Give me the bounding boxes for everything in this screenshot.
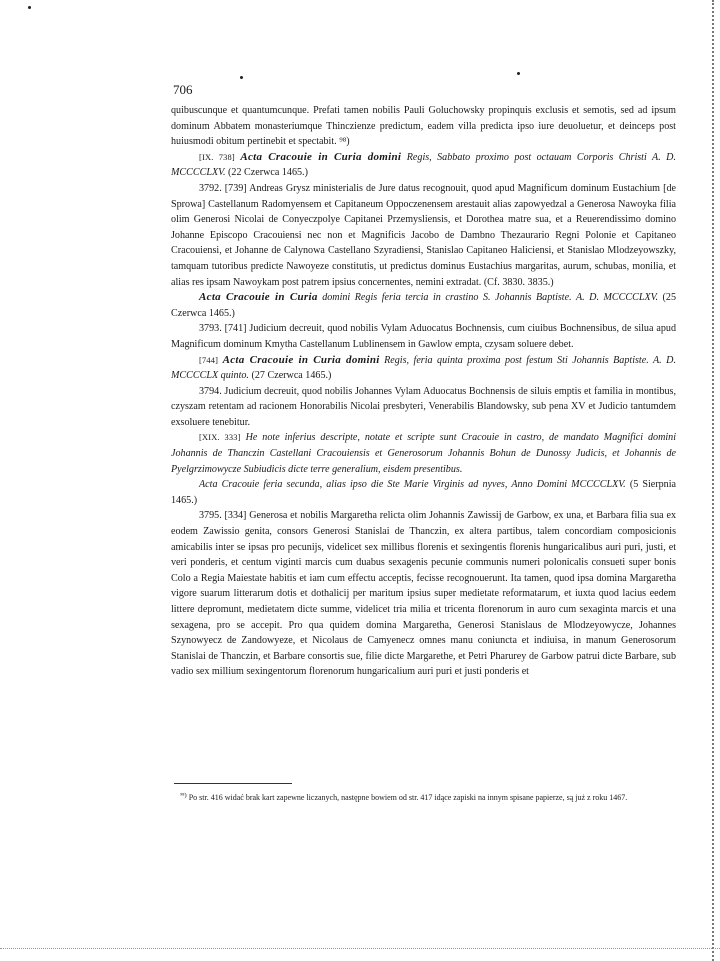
footnote-mark: ⁹⁸) xyxy=(180,792,187,799)
heading-date-polish: (22 Czerwca 1465.) xyxy=(228,167,308,179)
heading-date-polish: (27 Czerwca 1465.) xyxy=(251,370,332,382)
session-heading xyxy=(171,353,676,384)
paragraph-text: quibuscunque et quantumcunque. Prefati tamen nobilis Pauli Goluchowsky propinquis exclusis et semotis, sed ad ipsum dominum Abbatem monasteriumque Thinczienze predictum, eadem villa predicta ipso iure deuoluetur, et deinceps post huiusmodi obitum pertinebit et spectabit. ⁹⁸) xyxy=(171,105,676,148)
page-number: 706 xyxy=(173,82,193,97)
footnote-text: Po str. 416 widać brak kart zapewne liczanych, następne bowiem od str. 417 idące zapiski na innym spisane papierze, są już z roku 1467. xyxy=(188,793,628,802)
heading-date-latin: Regis, Sabbato proximo post octauam Corporis Christi A. D. MCCCCLXV. xyxy=(171,151,676,179)
heading-title: Acta Cracouie in Curia domini xyxy=(240,150,402,163)
entry-3794 xyxy=(171,384,676,431)
source-reference: [IX. 738] xyxy=(199,152,235,162)
page-edge-bottom xyxy=(0,948,720,949)
note-text: He note inferius descripte, notate et scripte sunt Cracouie in castro, de mandato Magnifici domini Johannis de Thanczin Castellani Cracouiensis et Generosorum Johannis Bohun de Dunossy Judicis, et Johannis de Pyelgrzimowycze Subiudicis dicte terre generalium, eisdem presentibus. xyxy=(171,432,677,475)
page-edge-right xyxy=(712,0,714,961)
paragraph-text: 3792. [739] Andreas Grysz ministerialis de Jure datus recognouit, quod apud Magnificum dominum Eustachium [de Sprowa] Castellanum Radomyensem et Capitaneum Oppoczenensem arestauit alias zapowyedzal a Generosa Nawoyka filia olim Generosi Nicolai de Conyeczpolye Capitanei Przemysliensis, et Dorothea matre sua, et a Reuerendissimo domino Johanne Episcopo Cracouiensi nec non et Magnificis Jacobo de Dambno Thezaurario Regni Polonie et Capitaneo Cracouiensi, et Johanne de Calynowa Castellano Szyradiensi, Stanislao Capitaneo Haliciensi, et Stanislao Mlodzeyowszky, tamquam tutoribus predicte Nawoyeze constitutis, ut predictus dominus Eustachius margaritas, aurum, schubas, monilia, et alias res ipsam Nawoykam post patrem ipsius concernentes, nemini extradat. (Cf. 3830. 3835.) xyxy=(171,182,676,288)
entry-3795 xyxy=(171,508,676,680)
heading-title: Acta Cracouie in Curia domini xyxy=(222,353,380,366)
footnote-divider xyxy=(174,783,292,784)
note-heading xyxy=(171,430,676,477)
heading-date-latin: Acta Cracouie feria secunda, alias ipso die Ste Marie Virginis ad nyves, Anno Domini MCCCCLXV. xyxy=(199,479,626,491)
document-body xyxy=(171,103,676,680)
source-reference: [744] xyxy=(199,355,219,365)
heading-title: Acta Cracouie in Curia xyxy=(199,291,318,304)
heading-date-latin: domini Regis feria tercia in crastino S. Johannis Baptiste. A. D. MCCCCLXV. xyxy=(322,292,659,304)
session-heading xyxy=(171,477,676,508)
paragraph-text: 3794. Judicium decreuit, quod nobilis Johannes Vylam Aduocatus Bochnensis de siluis emptis et familia in montibus, czyszam retentam ad racionem Honorabilis Nicolai presbyteri, Venerabilis Blandowsky, sub pena XV et Judicio tantumdem exsoluere tenebitur. xyxy=(171,385,676,428)
entry-3793 xyxy=(171,321,676,352)
paragraph-text: 3793. [741] Judicium decreuit, quod nobilis Vylam Aduocatus Bochnensis, cum ciuibus Bochnensibus, de silua apud Magnificum dominum Kmytha Castellanum Lublinensem in Gawlow empta, czysam soluere debet. xyxy=(171,323,676,350)
paragraph-text: 3795. [334] Generosa et nobilis Margaretha relicta olim Johannis Zawissij de Garbow, ex una, et Barbara filia sua ex eodem Zawissio genita, consors Generosi Stanislai de Thanczin, ex altera partibus, talem concordiam composicionis amicabilis inter se ipsas pro pecunijs, videlicet sex millibus florenis et sexingentis florenis hungaricalibus auri puri, justi, et veri ponderis, et centum viginti marcis cum duabus sexagenis pecunie communis numeri polonicalis consueti super bonis Colo a Regia Maiestate habitis et iam cum effectu acceptis, fecisse recognouerunt. Ita tamen, quod ipsa domina Margaretha vigore suarum litterarum dotis et dothalicij per maritum ipsius super medietate reformatarum, et iuxta quod lacius eedem littere depromunt, medietatem dicte summe, videlicet tria milia et tricenta florenorum in auro cum sexaginta marcis et una sexagena, pro se accepit. Pro qua quidem domina Margaretha, Generosi Stanislaus de Mlodzeyowycze, Johannes Szynowyecz de Zandowyeze, et Nicolaus de Camyenecz omnes manu coniuncta et indiuisa, in manum Generosorum Stanislai de Thanczin, et Barbare consortis sue, filie dicte Margarethe, et Petri Pharurey de Garbow patrui dicte Barbare, sub vadio sex millium sexingentorum florenorum hungaricalium auri puri et justi ponderis et xyxy=(171,510,676,678)
footnote xyxy=(180,790,676,805)
session-heading xyxy=(171,150,676,181)
heading-date-polish: (25 Czerwca 1465.) xyxy=(171,292,677,319)
entry-3792 xyxy=(171,181,676,290)
heading-date-latin: Regis, feria quinta proxima post festum Sti Johannis Baptiste. A. D. MCCCCLX quinto. xyxy=(171,354,676,382)
scan-speck xyxy=(517,72,520,75)
session-heading xyxy=(171,290,676,321)
heading-date-polish: (5 Sierpnia 1465.) xyxy=(171,479,677,506)
paragraph-continuation xyxy=(171,103,676,150)
scan-speck xyxy=(240,76,243,79)
source-reference: [XIX. 333] xyxy=(199,433,241,443)
scan-speck xyxy=(28,6,31,9)
